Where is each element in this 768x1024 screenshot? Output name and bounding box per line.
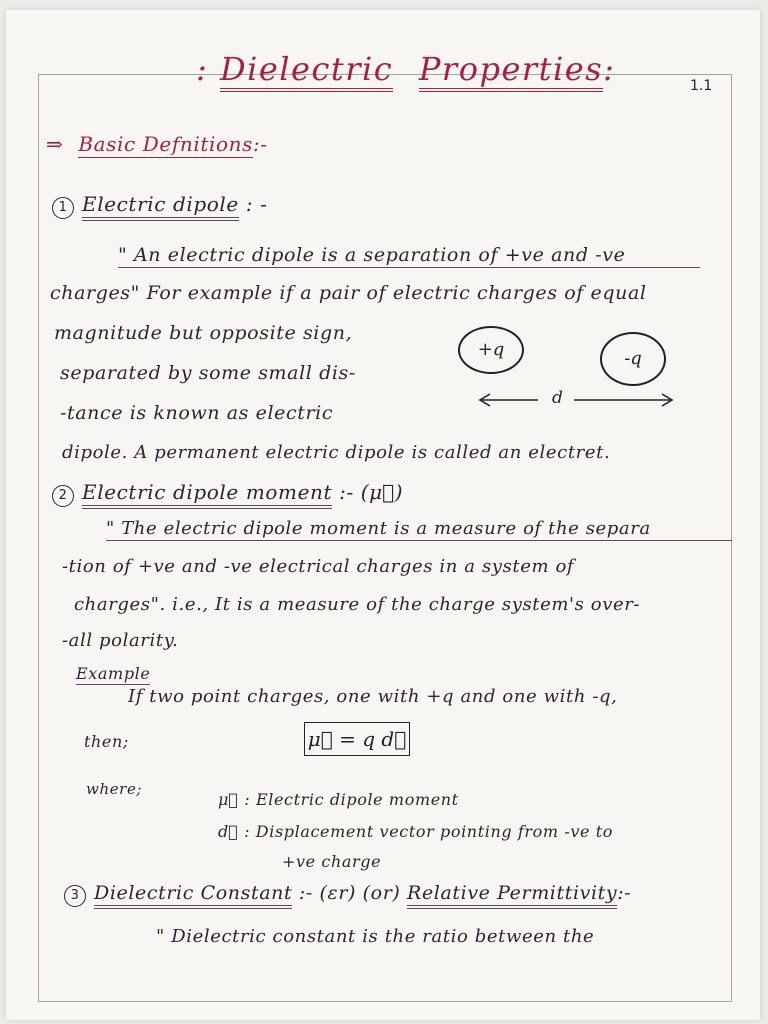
item1-line-3: magnitude but opposite sign,	[54, 322, 353, 344]
item3-alt-suffix: :-	[617, 882, 632, 904]
item1-number: 1	[52, 197, 74, 219]
def-mu: μ⃗ : Electric dipole moment	[218, 790, 459, 809]
item2-title: Electric dipole moment	[82, 480, 332, 509]
positive-charge-circle: +q	[458, 326, 524, 374]
item3-suffix: :- (εr) (or)	[298, 882, 401, 904]
then-label: then;	[84, 732, 129, 751]
item1-line-1: " An electric dipole is a separation of +ve and -ve	[118, 244, 700, 268]
negative-charge-circle: -q	[600, 332, 666, 386]
item2-suffix: :- (μ⃗)	[339, 480, 404, 504]
def-d-cont: +ve charge	[282, 852, 382, 871]
item1-suffix: : -	[245, 192, 268, 216]
item1-heading	[52, 192, 268, 219]
title-prefix: :	[196, 50, 220, 88]
item3-number: 3	[64, 885, 86, 907]
section-label: Basic Defnitions	[78, 132, 253, 156]
distance-label: d	[552, 388, 564, 408]
page-title	[196, 50, 615, 88]
item2-line-1: " The electric dipole moment is a measure of the separa	[106, 518, 732, 541]
def-d: d⃗ : Displacement vector pointing from -ve to	[218, 822, 614, 841]
section-heading	[46, 132, 268, 156]
title-colon: :	[603, 50, 616, 88]
distance-arrow-icon	[476, 388, 676, 410]
item1-title: Electric dipole	[82, 192, 239, 221]
section-arrow: ⇒	[46, 132, 64, 156]
item3-heading	[64, 882, 631, 907]
title-properties: Properties	[419, 50, 603, 92]
item1-line-4: separated by some small dis-	[60, 362, 356, 384]
item1-line-5: -tance is known as electric	[60, 402, 334, 424]
section-suffix: :-	[252, 132, 268, 156]
item3-alt-title: Relative Permittivity	[407, 882, 617, 909]
where-label: where;	[86, 780, 143, 798]
example-label: Example	[76, 664, 151, 683]
item1-line-6: dipole. A permanent electric dipole is called an electret.	[62, 442, 611, 463]
page-number: 1.1	[690, 78, 713, 94]
item2-line-3: charges". i.e., It is a measure of the charge system's over-	[74, 594, 641, 615]
item2-line-2: -tion of +ve and -ve electrical charges in a system of	[62, 556, 575, 577]
item2-line-4: -all polarity.	[62, 630, 179, 651]
dipole-moment-formula: μ⃗ = q d⃗	[304, 722, 410, 756]
item3-title: Dielectric Constant	[94, 882, 292, 909]
item2-heading	[52, 480, 403, 507]
title-dielectric: Dielectric	[220, 50, 393, 92]
item3-line-1: " Dielectric constant is the ratio between the	[156, 926, 595, 947]
example-line: If two point charges, one with +q and one with -q,	[128, 686, 618, 707]
item2-number: 2	[52, 485, 74, 507]
item1-line-2: charges" For example if a pair of electric charges of equal	[50, 282, 647, 304]
